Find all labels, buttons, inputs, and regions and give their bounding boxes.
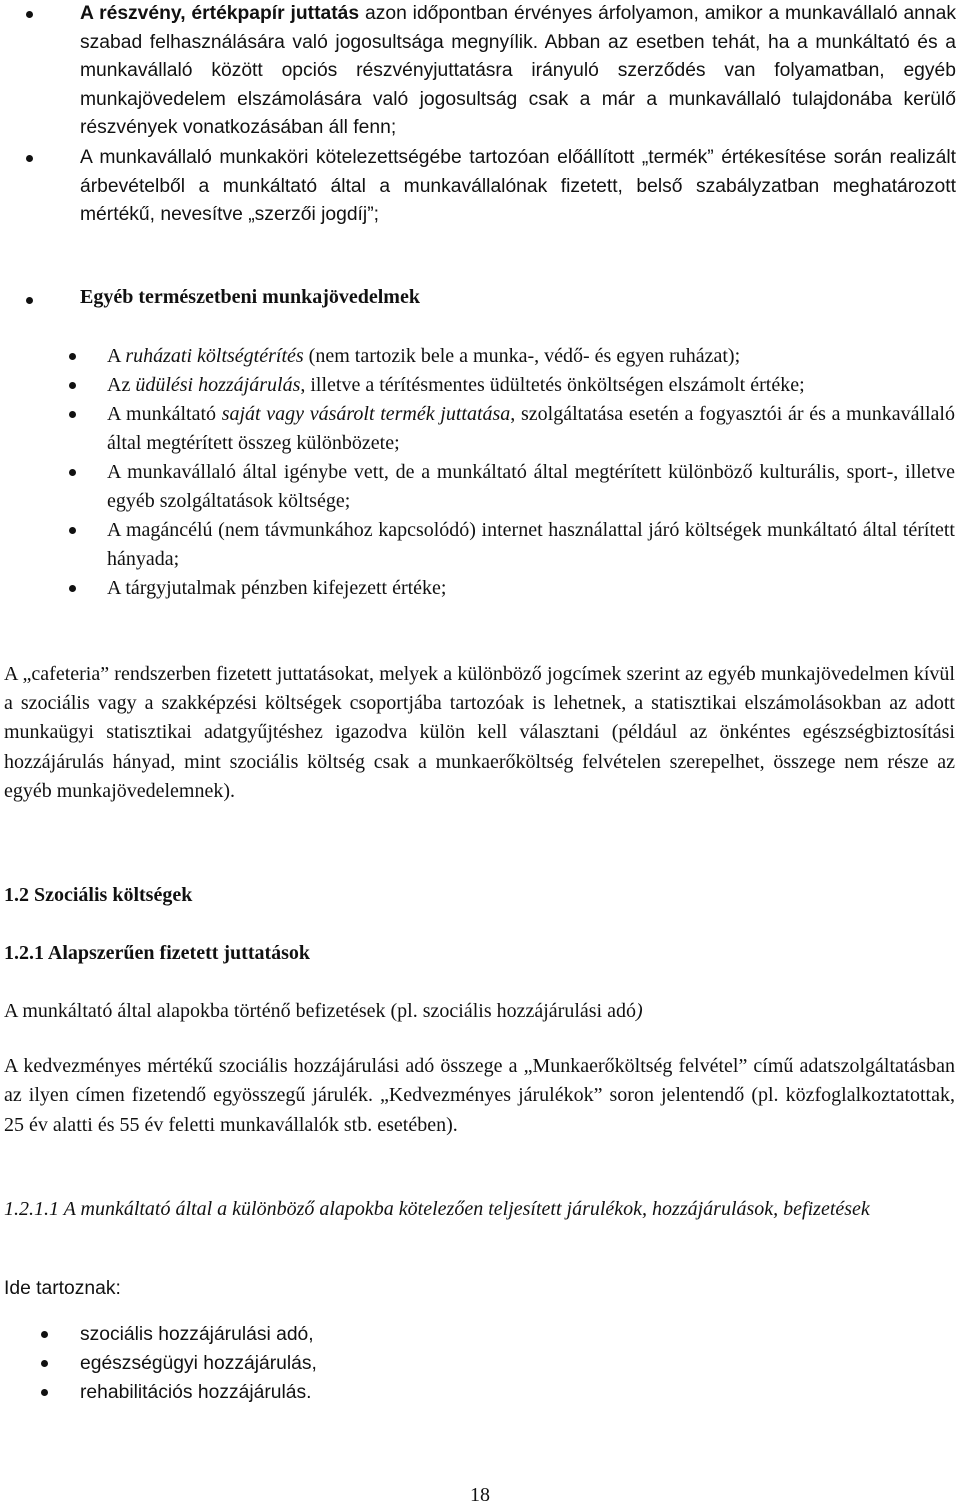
list-item: A munkavállaló munkaköri kötelezettségébe tartozóan előállított „termék” értékesítése során realizált árbevételből a munkáltató által a munkavállalónak fizetett, belső szabályzatban meghatározott mértékű, nevesítve „szerzői jogdíj”; <box>80 144 956 230</box>
bullet-icon <box>26 297 33 304</box>
bullet-icon <box>26 155 33 162</box>
heading-1-2-1-1: 1.2.1.1 A munkáltató által a különböző alapokba kötelezően teljesített járulékok, hozzájárulások, befizetések <box>4 1198 870 1220</box>
includes-list <box>80 1320 680 1407</box>
includes-label: Ide tartoznak: <box>4 1278 121 1299</box>
page-number: 18 <box>470 1484 490 1506</box>
top-benefit-list <box>80 0 956 230</box>
list-item: A munkavállaló által igénybe vett, de a munkáltató által megtérített különböző kulturális, sport-, illetve egyéb szolgáltatások költsége; <box>107 458 955 516</box>
list-item: szociális hozzájárulási adó, <box>80 1320 680 1349</box>
list-item: Az üdülési hozzájárulás, illetve a térítésmentes üdültetés önköltségen elszámolt értéke; <box>107 371 955 400</box>
heading-1-2-1: 1.2.1 Alapszerűen fizetett juttatások <box>4 942 311 964</box>
list-item: A tárgyjutalmak pénzben kifejezett értéke; <box>107 574 955 603</box>
contributions-paragraph: A munkáltató által alapokba történő befizetések (pl. szociális hozzájárulási adó) <box>4 1000 643 1022</box>
preferential-rate-paragraph: A kedvezményes mértékű szociális hozzájárulási adó összege a „Munkaerőköltség felvétel” című adatszolgáltatásban az ilyen címen fizetendő egyösszegű járulék. „Kedvezményes járulékok” soron jelentendő (pl. közfoglalkoztatottak, 25 év alatti és 55 év feletti munkavállalók stb. esetében). <box>4 1055 955 1136</box>
bullet-icon <box>41 1360 48 1367</box>
list-item: egészségügyi hozzájárulás, <box>80 1349 680 1378</box>
bullet-icon <box>69 469 76 476</box>
bullet-icon <box>69 527 76 534</box>
cafeteria-paragraph: A „cafeteria” rendszerben fizetett juttatásokat, melyek a különböző jogcímek szerint az egyéb munkajövedelmen kívül a szociális vagy a szakképzési költségek csoportjába tartozóak is lehetnek, a statisztikai elszámolásokban az adott munkaügyi statisztikai adatgyűjtéshez igazodva külön kell választani (például az önkéntes egészségbiztosítási hozzájárulás hányad, mint szociális költség csak a munkaerőköltség felvételen szerepelhet, összege nem része az egyéb munkajövedelemnek). <box>4 663 955 802</box>
heading-1-2: 1.2 Szociális költségek <box>4 884 193 906</box>
bullet-icon <box>69 382 76 389</box>
in-kind-benefit-list <box>107 342 955 603</box>
bullet-icon <box>69 411 76 418</box>
list-item: A ruházati költségtérítés (nem tartozik bele a munka-, védő- és egyen ruházat); <box>107 342 955 371</box>
bullet-icon <box>41 1389 48 1396</box>
bullet-icon <box>26 11 33 18</box>
bullet-icon <box>69 353 76 360</box>
section-heading: Egyéb természetbeni munkajövedelmek <box>80 286 420 309</box>
bullet-icon <box>41 1331 48 1338</box>
list-item: rehabilitációs hozzájárulás. <box>80 1378 680 1407</box>
bullet-icon <box>69 585 76 592</box>
list-item: A részvény, értékpapír juttatás azon időpontban érvényes árfolyamon, amikor a munkavállaló annak szabad felhasználására való jogosultsága megnyílik. Abban az esetben tehát, ha a munkáltató és a munkavállaló között opciós részvényjuttatásra irányuló szerződés van folyamatban, egyéb munkajövedelem elszámolására való jogosultság csak a már a munkavállaló tulajdonába kerülő részvények vonatkozásában áll fenn; <box>80 0 956 143</box>
list-item: A munkáltató saját vagy vásárolt termék juttatása, szolgáltatása esetén a fogyasztói ár és a munkavállaló által megtérített összeg különbözete; <box>107 400 955 458</box>
list-item: A magáncélú (nem távmunkához kapcsolódó) internet használattal járó költségek munkáltató által térített hányada; <box>107 516 955 574</box>
